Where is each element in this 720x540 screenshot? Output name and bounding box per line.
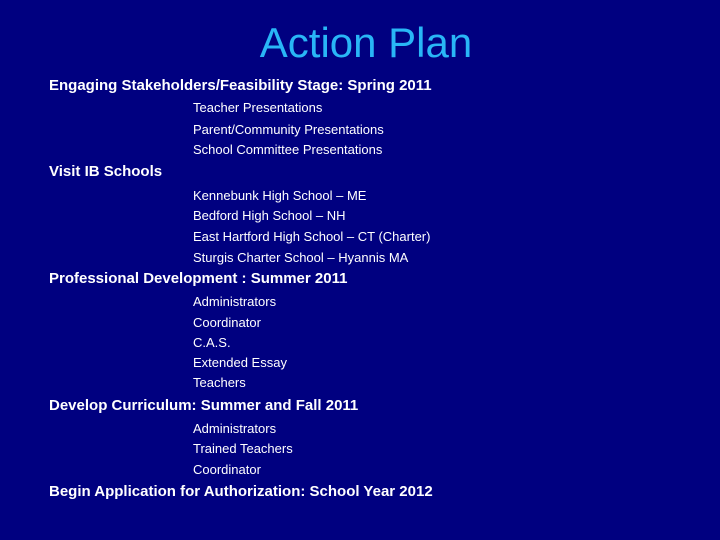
slide-title: Action Plan (259, 19, 473, 66)
list-item: Teacher Presentations (193, 100, 323, 115)
list-item: Coordinator (193, 462, 261, 477)
section-heading-feasibility: Engaging Stakeholders/Feasibility Stage: Spring 2011 (49, 77, 432, 94)
list-item: East Hartford High School – CT (Charter) (193, 229, 431, 244)
list-item: School Committee Presentations (193, 142, 383, 157)
list-item: Coordinator (193, 315, 261, 330)
list-item: Administrators (193, 294, 277, 309)
section-heading-curriculum: Develop Curriculum: Summer and Fall 2011 (49, 397, 359, 414)
list-item: Extended Essay (193, 355, 287, 370)
list-item: Parent/Community Presentations (193, 122, 384, 137)
list-item: Bedford High School – NH (193, 208, 346, 223)
list-item: Trained Teachers (193, 441, 293, 456)
list-item: Administrators (193, 421, 277, 436)
list-item: Sturgis Charter School – Hyannis MA (193, 250, 409, 265)
list-item: Kennebunk High School – ME (193, 188, 367, 203)
list-item: Teachers (193, 375, 246, 390)
section-heading-authorization: Begin Application for Authorization: School Year 2012 (49, 483, 433, 500)
section-heading-visit-schools: Visit IB Schools (49, 163, 163, 180)
list-item: C.A.S. (193, 335, 231, 350)
section-heading-professional-development: Professional Development : Summer 2011 (49, 270, 348, 287)
